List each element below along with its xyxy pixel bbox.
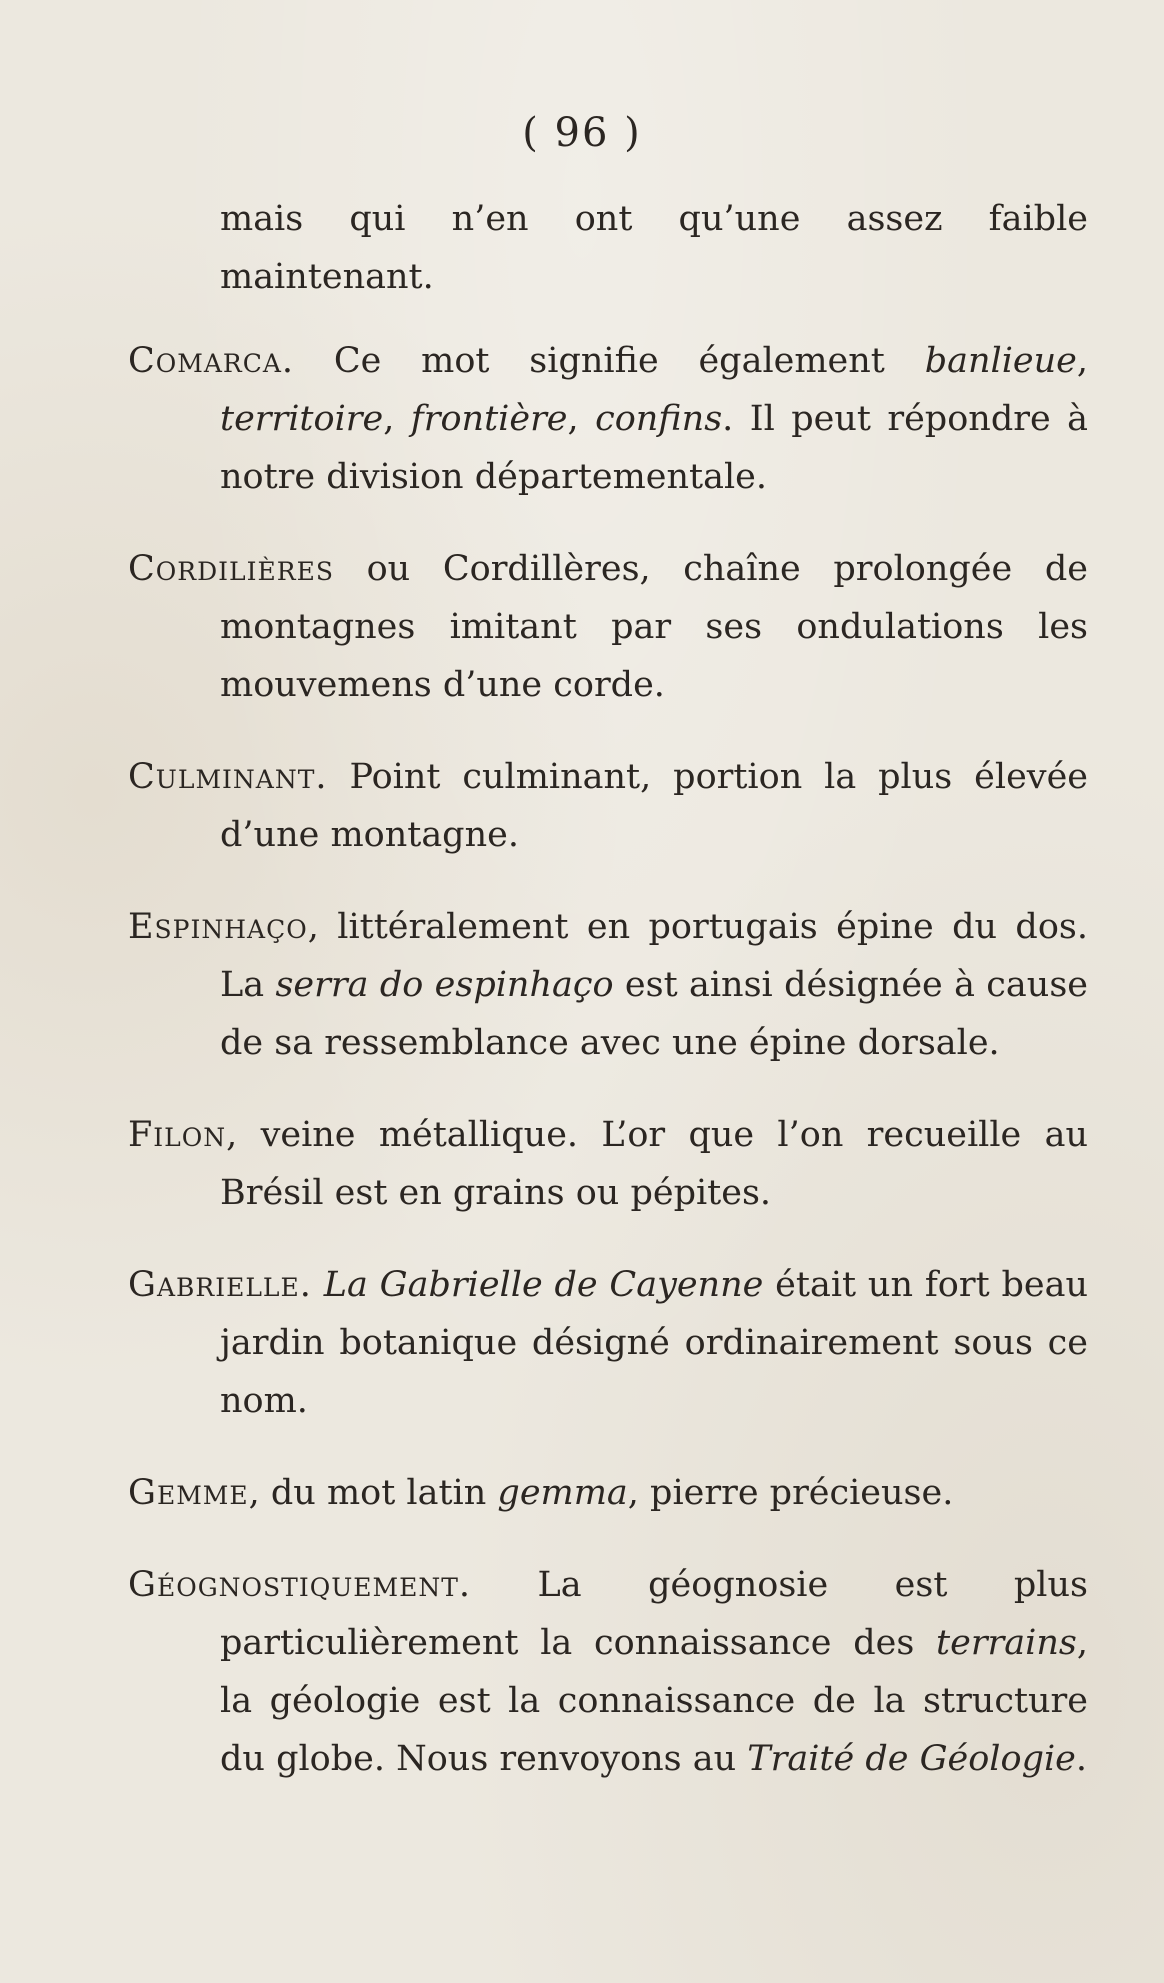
glossary-entry-gemme [128,1464,1088,1522]
glossary-text [128,190,1088,1822]
entry-text: , [383,399,411,439]
page-number: ( 96 ) [522,110,642,156]
entry-term: Géognostiquement. [128,1565,472,1605]
entry-italic: confins [595,399,723,439]
entry-text: . [1075,1739,1088,1779]
entry-text: ou Cordillères, chaîne prolongée de montagnes imitant par ses ondulations les mouvemens d’une corde. [220,549,1088,705]
entry-term: Comarca. [128,341,295,381]
glossary-entry-espinhaco [128,898,1088,1072]
entry-term: Gemme [128,1473,249,1513]
entry-italic: banlieue [924,341,1077,381]
entry-text: Point culminant, portion la plus élevée d’une montagne. [220,757,1088,855]
entry-text: est ainsi désignée à cause de sa ressemblance avec une épine dorsale. [220,965,1088,1063]
entry-text: , [1076,341,1088,381]
entry-text: était un fort beau jardin botanique désigné ordinairement sous ce nom. [220,1265,1088,1421]
entry-text: , littéralement en portugais épine du dos. La [220,907,1088,1005]
entry-italic: Traité de Géologie [747,1739,1076,1779]
entry-text: , pierre précieuse. [627,1473,954,1513]
entry-term: Cordilières [128,549,334,589]
entry-italic: La Gabrielle de Cayenne [323,1265,764,1305]
glossary-entry-comarca [128,332,1088,506]
entry-italic: gemma [497,1473,628,1513]
entry-italic: serra do espinhaço [275,965,614,1005]
entry-term: Filon [128,1115,227,1155]
entry-text: , veine métallique. L’or que l’on recueille au Brésil est en grains ou pépites. [220,1115,1088,1213]
continuation-paragraph: mais qui n’en ont qu’une assez faible maintenant. [220,199,1088,297]
entry-text: , la géologie est la connaissance de la structure du globe. Nous renvoyons au [220,1623,1088,1779]
entry-text: , [567,399,596,439]
entry-term: Gabrielle. [128,1265,312,1305]
glossary-entry-culminant [128,748,1088,864]
entry-text: Ce mot signifie également [294,341,925,381]
glossary-entry-cordilieres [128,540,1088,714]
entry-text: . Il peut répondre à notre division départementale. [220,399,1088,497]
entry-text: La géognosie est plus particulièrement la connaissance des [220,1565,1088,1663]
glossary-entry-filon [128,1106,1088,1222]
glossary-entry-gabrielle [128,1256,1088,1430]
entry-term: Culminant. [128,757,328,797]
entry-term: Espinhaço [128,907,308,947]
entry-italic: frontière [410,399,568,439]
glossary-entry-geognostiquement [128,1556,1088,1788]
entry-text: , du mot latin [248,1473,498,1513]
entry-text [312,1265,324,1305]
entry-italic: territoire [220,399,384,439]
entry-italic: terrains [936,1623,1077,1663]
